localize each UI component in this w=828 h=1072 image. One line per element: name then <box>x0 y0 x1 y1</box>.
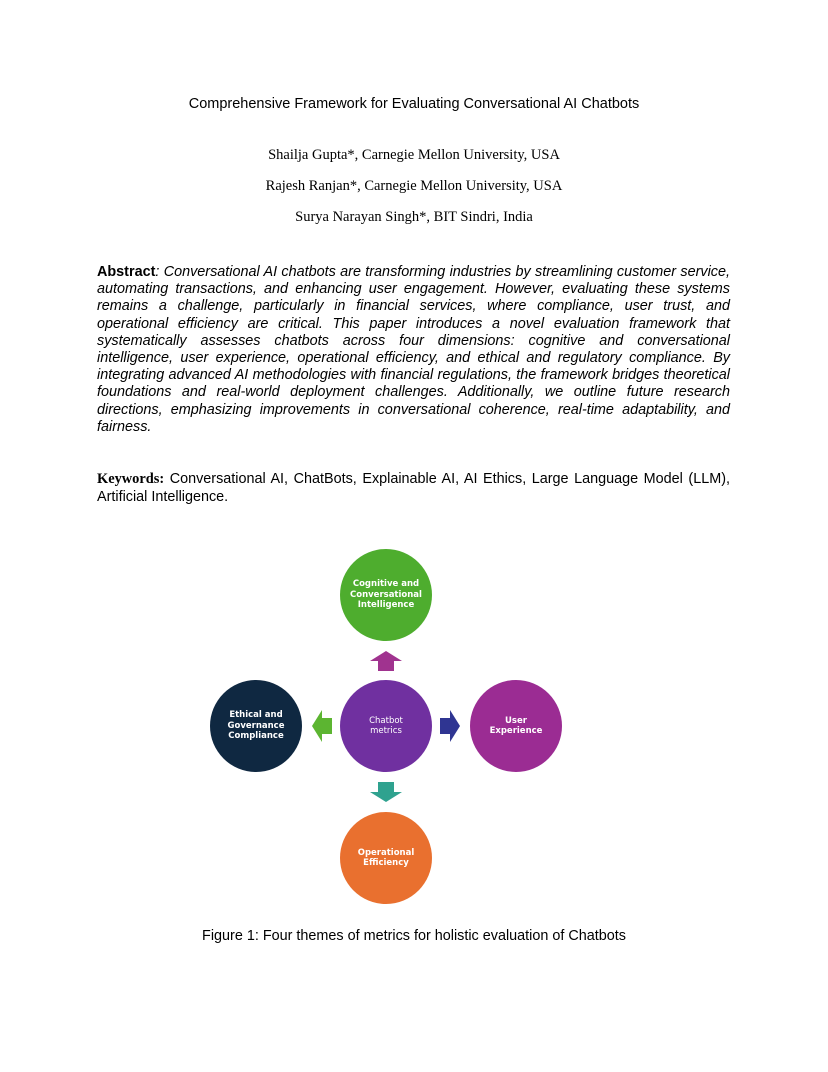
theme-label-operational-efficiency: Operational Efficiency <box>357 847 415 868</box>
theme-circle-cognitive <box>340 549 432 641</box>
author-1: Shailja Gupta*, Carnegie Mellon University, USA <box>268 147 560 163</box>
arrow-left-icon <box>312 710 332 742</box>
theme-circle-user-experience <box>470 680 562 772</box>
paper-title: Comprehensive Framework for Evaluating Conversational AI Chatbots <box>188 96 640 112</box>
arrow-up-icon <box>370 651 402 671</box>
center-circle-chatbot-metrics <box>340 680 432 772</box>
theme-label-cognitive: Cognitive and Conversational Intelligence <box>350 579 422 611</box>
keywords-label: Keywords: <box>97 471 165 487</box>
theme-label-user-experience: User Experience <box>489 715 543 736</box>
abstract-text: : Conversational AI chatbots are transforming industries by streamlining customer service, automating transactions, and enhancing user engagement. However, evaluating these systems remains a challenge, particularly in financial services, where compliance, user trust, and operational efficiency are critical. This paper introduces a novel evaluation framework that systematically assesses chatbots across four dimensions: cognitive and conversational intelligence, user experience, operational efficiency, and ethical and regulatory compliance. By integrating advanced AI methodologies with financial regulations, the framework bridges theoretical foundations and real-world deployment challenges. Additionally, we outline future research directions, emphasizing improvements in conversational coherence, real-time adaptability, and fairness. <box>97 264 730 435</box>
theme-circle-ethical-governance <box>210 680 302 772</box>
center-label: Chatbot metrics <box>369 715 403 736</box>
figure-caption: Figure 1: Four themes of metrics for holistic evaluation of Chatbots <box>202 928 626 944</box>
author-3: Surya Narayan Singh*, BIT Sindri, India <box>295 209 533 225</box>
abstract-label: Abstract <box>97 264 156 280</box>
arrow-right-icon <box>440 710 460 742</box>
keywords-text: Conversational AI, ChatBots, Explainable AI, AI Ethics, Large Language Model (LLM), Artificial Intelligence. <box>97 471 730 505</box>
theme-circle-operational-efficiency <box>340 812 432 904</box>
author-2: Rajesh Ranjan*, Carnegie Mellon University, USA <box>265 178 563 194</box>
theme-label-ethical-governance: Ethical and Governance Compliance <box>227 710 285 742</box>
arrow-down-icon <box>370 782 402 802</box>
